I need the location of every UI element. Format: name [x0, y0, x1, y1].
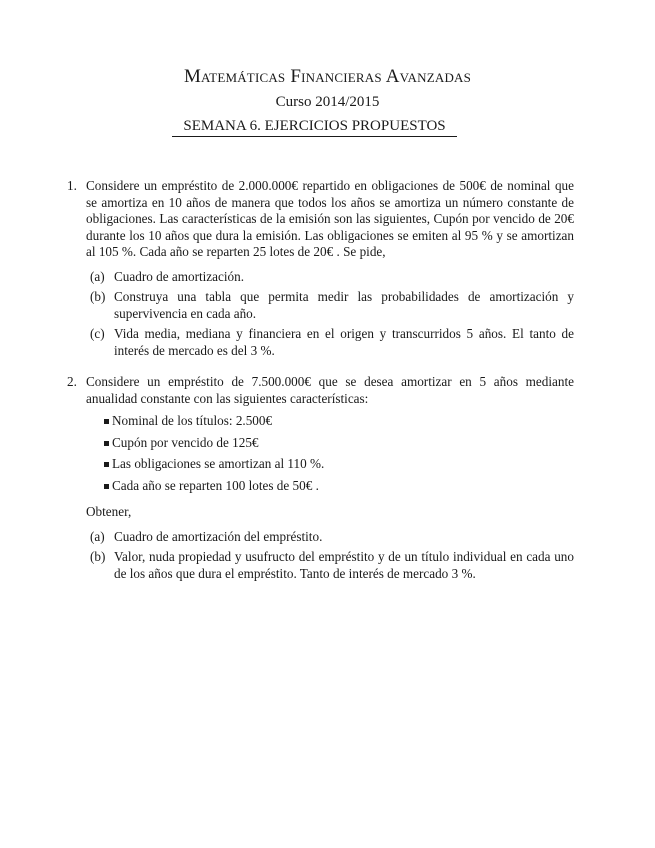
question-item	[86, 529, 574, 546]
week-heading: SEMANA 6. EJERCICIOS PROPUESTOS	[172, 118, 457, 137]
question-item	[86, 269, 574, 286]
list-item	[86, 435, 574, 452]
exercise-number: 1.	[67, 178, 77, 193]
exercise-1-questions	[86, 269, 574, 360]
document-title: Matemáticas Financieras Avanzadas	[183, 66, 472, 87]
question-text: Cuadro de amortización del empréstito.	[114, 528, 323, 544]
question-item	[86, 549, 574, 582]
course-label: Curso 2014/2015	[275, 94, 380, 110]
bullet-square-icon	[104, 484, 109, 489]
exercise-statement: Considere un empréstito de 2.000.000€ repartido en obligaciones de 500€ de nominal que se amortiza en 10 años de manera que todos los años se amortiza un número constante de obligaciones. Las características de la emisión son las siguientes, Cupón por vencido de 20€ durante los 10 años que dura la emisión. Las obligaciones se emiten al 95 % y se amortizan al 105 %. Cada año se reparten 25 lotes de 20€ . Se pide,	[86, 178, 574, 259]
exercise-1	[67, 178, 574, 359]
question-label: (a)	[90, 528, 105, 544]
list-item	[86, 413, 574, 430]
question-item	[86, 326, 574, 359]
bullet-square-icon	[104, 441, 109, 446]
exercise-2	[67, 374, 574, 582]
exercise-list	[67, 178, 574, 586]
question-label: (c)	[90, 326, 105, 341]
question-text: Cuadro de amortización.	[114, 268, 244, 284]
bullet-square-icon	[104, 462, 109, 467]
exercise-2-questions	[86, 529, 574, 583]
question-text: Construya una tabla que permita medir las probabilidades de amortización y supervivencia en cada año.	[114, 289, 574, 321]
question-label: (a)	[90, 268, 105, 284]
exercise-statement: Considere un empréstito de 7.500.000€ que se desea amortizar en 5 años mediante anualidad constante con las siguientes características:	[86, 374, 574, 406]
obtain-label: Obtener,	[86, 504, 132, 519]
list-item-text: Nominal de los títulos: 2.500€	[112, 413, 273, 428]
list-item	[86, 456, 574, 473]
bullet-square-icon	[104, 419, 109, 424]
question-item	[86, 289, 574, 322]
question-label: (b)	[90, 289, 106, 304]
characteristics-list	[86, 413, 574, 494]
list-item-text: Las obligaciones se amortizan al 110 %.	[112, 456, 325, 471]
question-label: (b)	[90, 549, 106, 564]
question-text: Vida media, mediana y financiera en el origen y transcurridos 5 años. El tanto de interés de mercado es del 3 %.	[114, 326, 574, 358]
list-item-text: Cada año se reparten 100 lotes de 50€ .	[112, 477, 319, 493]
question-text: Valor, nuda propiedad y usufructo del empréstito y de un título individual en cada uno de los años que dura el empréstito. Tanto de interés de mercado 3 %.	[114, 549, 574, 581]
list-item-text: Cupón por vencido de 125€	[112, 434, 259, 450]
list-item	[86, 478, 574, 495]
exercise-number: 2.	[67, 374, 77, 389]
